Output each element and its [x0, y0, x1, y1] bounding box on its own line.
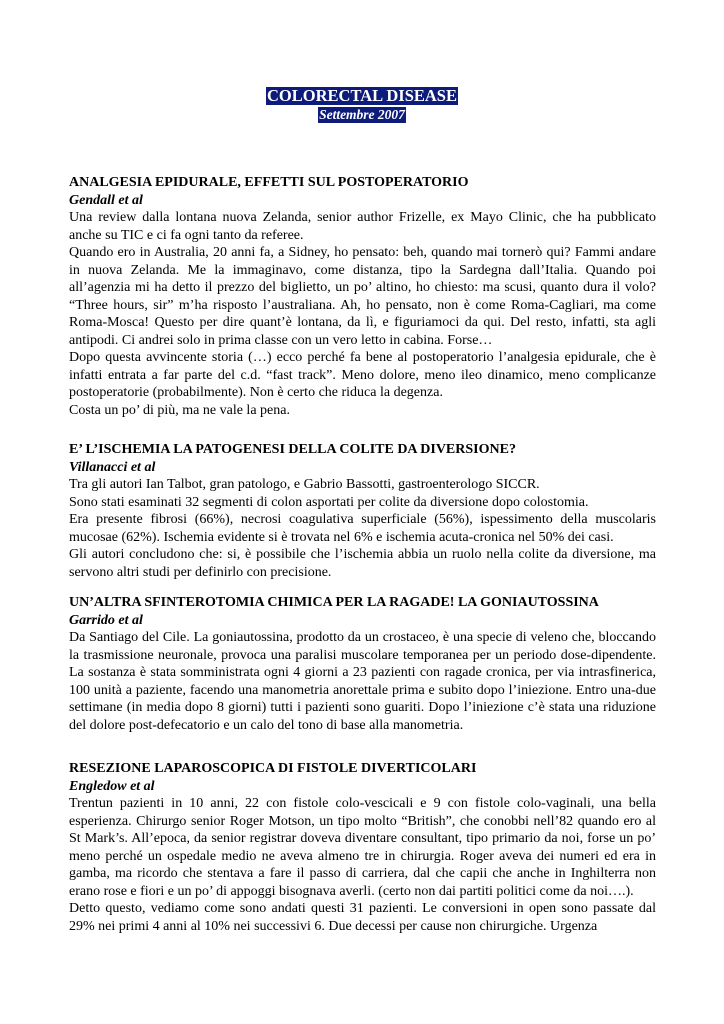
paragraph: Da Santiago del Cile. La goniautossina, prodotto da un crostaceo, è una specie di veleno che, bloccando la trasmissione neuronale, provoca una paralisi muscolare temporanea per un periodo dose-dipendente. La sostanza è stata somministrata ogni 4 giorni a 23 pazienti con ragade cronica, per via intrasfinerica, 100 unità a paziente, facendo una manometria anorettale prima e subito dopo l’iniezione. Entro una-due settimane (in media dopo 8 giorni) tutti i pazienti sono guariti. Dopo l’iniezione c’è stata una riduzione del dolore post-defecatorio e un calo del tono di base alla manometria.	[69, 630, 656, 733]
article-title: RESEZIONE LAPAROSCOPICA DI FISTOLE DIVERTICOLARI	[69, 761, 477, 776]
issue-date: Settembre 2007	[319, 107, 405, 122]
article-author: Engledow et al	[69, 778, 155, 794]
article-goniautossina	[69, 594, 656, 734]
paragraph: Gli autori concludono che: si, è possibile che l’ischemia abbia un ruolo nella colite da diversione, ma servono altri studi per definirlo con precisione.	[69, 547, 656, 580]
paragraph: Sono stati esaminati 32 segmenti di colon asportati per colite da diversione dopo colostomia.	[69, 494, 589, 510]
article-ischemia	[69, 441, 656, 581]
paragraph: Dopo questa avvincente storia (…) ecco perché fa bene al postoperatorio l’analgesia epidurale, che è infatti entrata a far parte del c.d. “fast track”. Meno dolore, meno ileo dinamico, meno complicanze postoperatorie (probabilmente). Non è certo che riduca la degenza.	[69, 350, 656, 400]
paragraph: Detto questo, vediamo come sono andati questi 31 pazienti. Le conversioni in open sono passate dal 29% nei primi 4 anni al 10% nei successivi 6. Due decessi per cause non chirurgiche. Urgenza	[69, 901, 656, 934]
article-epidural	[69, 174, 656, 419]
journal-title: COLORECTAL DISEASE	[267, 86, 457, 105]
article-laparoscopic-fistula	[69, 760, 656, 935]
paragraph: Costa un po’ di più, ma ne vale la pena.	[69, 402, 290, 418]
article-title: ANALGESIA EPIDURALE, EFFETTI SUL POSTOPERATORIO	[69, 175, 469, 190]
article-title: UN’ALTRA SFINTEROTOMIA CHIMICA PER LA RAGADE! LA GONIAUTOSSINA	[69, 595, 599, 610]
article-author: Gendall et al	[69, 192, 143, 208]
paragraph: Trentun pazienti in 10 anni, 22 con fistole colo-vescicali e 9 con fistole colo-vaginali, una bella esperienza. Chirurgo senior Roger Motson, un tipo molto “British”, che conobbi nell’82 quando ero al St Mark’s. All’epoca, da senior registrar doveva diventare consultant, tipo primario da noi, forse un po’ meno perché un ospedale medio ne aveva almeno tre in chirurgia. Roger aveva dei numeri ed era in gamba, ma ricordo che stentava a fare il passo di carriera, dal che capii che anche in Inghilterra non erano rose e fiori e un po’ di appoggi bisognava averli. (certo non dai partiti politici come da noi….).	[69, 796, 656, 899]
paragraph: Quando ero in Australia, 20 anni fa, a Sidney, ho pensato: beh, quando mai tornerò qui? Fammi andare in nuova Zelanda. Me la immaginavo, come distanza, tipo la Sardegna dall’Italia. Quando poi all’agenzia mi ha detto il prezzo del biglietto, un po’ altino, ho chiesto: ma scusi, quanto dura il volo? “Three hours, sir” m’ha risposto l’australiana. Ah, ho pensato, non è come Roma-Cagliari, ma come Roma-Mosca! Questo per dire quant’è lontana, da lì, e figuriamoci da qui. Del resto, infatti, sta agli antipodi. Ci andrei solo in prima classe con un vero letto in cabina. Forse…	[69, 245, 656, 348]
article-title: E’ L’ISCHEMIA LA PATOGENESI DELLA COLITE DA DIVERSIONE?	[69, 442, 516, 457]
document-header	[0, 87, 724, 124]
paragraph: Era presente fibrosi (66%), necrosi coagulativa superficiale (56%), ispessimento della muscolaris mucosae (62%). Ischemia evidente si è trovata nel 6% e ischemia acuta-cronica nel 50% dei casi.	[69, 512, 656, 545]
paragraph: Una review dalla lontana nuova Zelanda, senior author Frizelle, ex Mayo Clinic, che ha pubblicato anche su TIC e ci fa ogni tanto da referee.	[69, 210, 656, 243]
article-author: Garrido et al	[69, 612, 143, 628]
paragraph: Tra gli autori Ian Talbot, gran patologo, e Gabrio Bassotti, gastroenterologo SICCR.	[69, 477, 540, 492]
article-author: Villanacci et al	[69, 459, 156, 475]
